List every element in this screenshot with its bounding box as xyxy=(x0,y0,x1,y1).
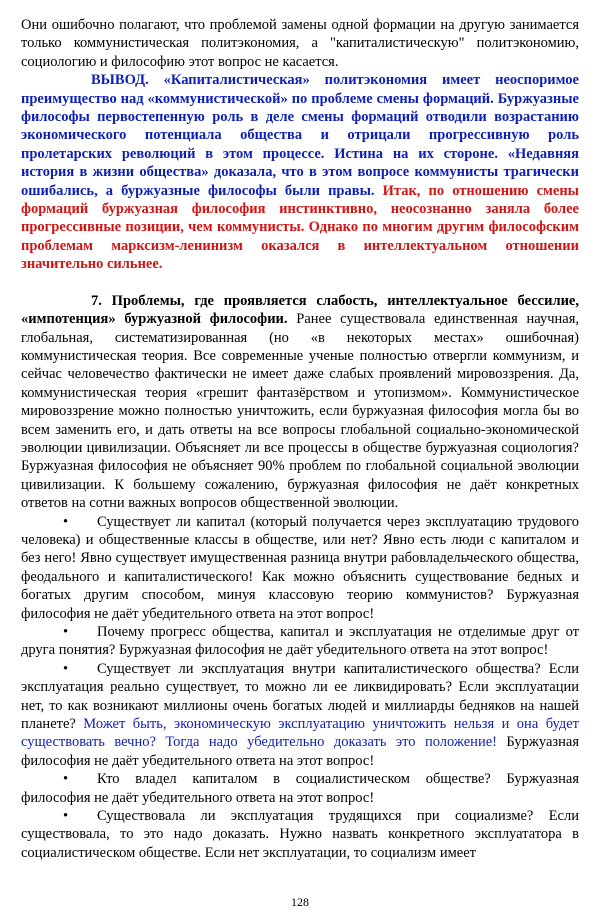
section-7-heading: 7. Проблемы, где проявляется слабость, интеллектуальное бессилие, «импотенция» буржуазной философии. xyxy=(21,292,579,328)
bullet-text: Почему прогресс общества, капитал и эксплуатация не отделимые друг от друга понятия? Буржуазная философия не даёт убедительного ответа на этот вопрос! xyxy=(21,624,579,659)
section-7-paragraph xyxy=(21,292,579,513)
section-7-body: Ранее существовала единственная научная, глобальная, систематизированная (но «в некоторых местах» ошибочная) коммунистическая теория. Все современные ученые полностью отвергли коммунизм, и сейчас человечество фактически не имеет даже слабых проявлений мировоззрения. Да, коммунистическая теория «грешит фантазёрством и утопизмом». Коммунистическое мировоззрение можно полностью уничтожить, если буржуазная философия могла бы во всем заменить его, и дать ответы на все вопросы глобальной социально-экономической эволюции цивилизации. Объясняет ли все процессы в обществе буржуазная социология? Буржуазная философия не объясняет 90% проблем по глобальной социальной эволюции цивилизации. К большему сожалению, буржуазная философия не даёт конкретных ответов на сотни важных вопросов общественной эволюции. xyxy=(21,311,579,512)
bullet-marker: • xyxy=(63,513,69,530)
bullet-tail-text: Буржуазная философия не даёт убедительного ответа на этот вопрос! xyxy=(21,734,579,769)
bullet-marker: • xyxy=(63,771,69,788)
bullet-item-3 xyxy=(21,660,579,770)
conclusion-blue-text: ВЫВОД. «Капиталистическая» политэкономия имеет неоспоримое преимущество над «коммунистической» по проблеме смены формаций. Буржуазные философы первостепенную роль в деле смены формаций отводили возрастанию экономического потенциала общества и отрицали прогрессивную роль пролетарских революций в этом процессе. Истина на их стороне. «Недавняя история в жизни общества» доказала, что в этом вопросе коммунисты трагически ошибались, а буржуазные философы были правы. xyxy=(21,72,579,199)
bullet-text: Существовала ли эксплуатация трудящихся при социализме? Если существовала, то это надо доказать. Нужно назвать конкретного эксплуататора в социалистическом обществе. Если нет эксплуатации, то социализм имеет xyxy=(21,808,579,861)
intro-paragraph: Они ошибочно полагают, что проблемой замены одной формации на другую занимается только коммунистическая политэкономия, а "капиталистическую" политэкономию, социологию и философию этот вопрос не касается. xyxy=(21,17,579,70)
bullet-text: Кто владел капиталом в социалистическом обществе? Буржуазная философия не даёт убедительного ответа на этот вопрос! xyxy=(21,771,579,806)
bullet-marker: • xyxy=(63,660,69,677)
bullet-marker: • xyxy=(63,624,69,640)
bullet-item-5 xyxy=(21,807,579,862)
page-number: 128 xyxy=(291,895,309,909)
bullet-item-4 xyxy=(21,770,579,807)
bullet-item-1 xyxy=(21,513,579,623)
conclusion-paragraph xyxy=(21,71,579,273)
paragraph-spacer xyxy=(21,274,579,292)
bullet-item-2 xyxy=(21,623,579,660)
bullet-marker: • xyxy=(63,808,69,825)
bullet-blue-text: Может быть, экономическую эксплуатацию уничтожить нельзя и она будет существовать вечно? Тогда надо убедительно доказать это положение! xyxy=(21,716,580,751)
conclusion-red-text: Итак, по отношению смены формаций буржуазная философия инстинктивно, неосознанно заняла более прогрессивные позиции, чем коммунисты. Однако по многим другим философским проблемам марксизм-ленинизм оказался в интеллектуальном отношении значительно сильнее. xyxy=(21,182,579,273)
bullet-text: Существует ли капитал (который получается через эксплуатацию трудового человека) и общественные классы в обществе, или нет? Явно есть люди с капиталом и без него! Явно существует имущественная разница внутри рабовладельческого общества, феодального и капиталистического! Как можно объяснить существование бедных и богатых другим способом, минуя классовую теорию коммунистов? Буржуазная философия не даёт убедительного ответа на этот вопрос! xyxy=(21,513,579,622)
bullet-text: Существует ли эксплуатация внутри капиталистического общества? Если эксплуатация реально существует, то можно ли ее ликвидировать? Если эксплуатации нет, то как возникают миллионы очень богатых людей и миллиарды бедняков на нашей планете? xyxy=(21,660,579,733)
